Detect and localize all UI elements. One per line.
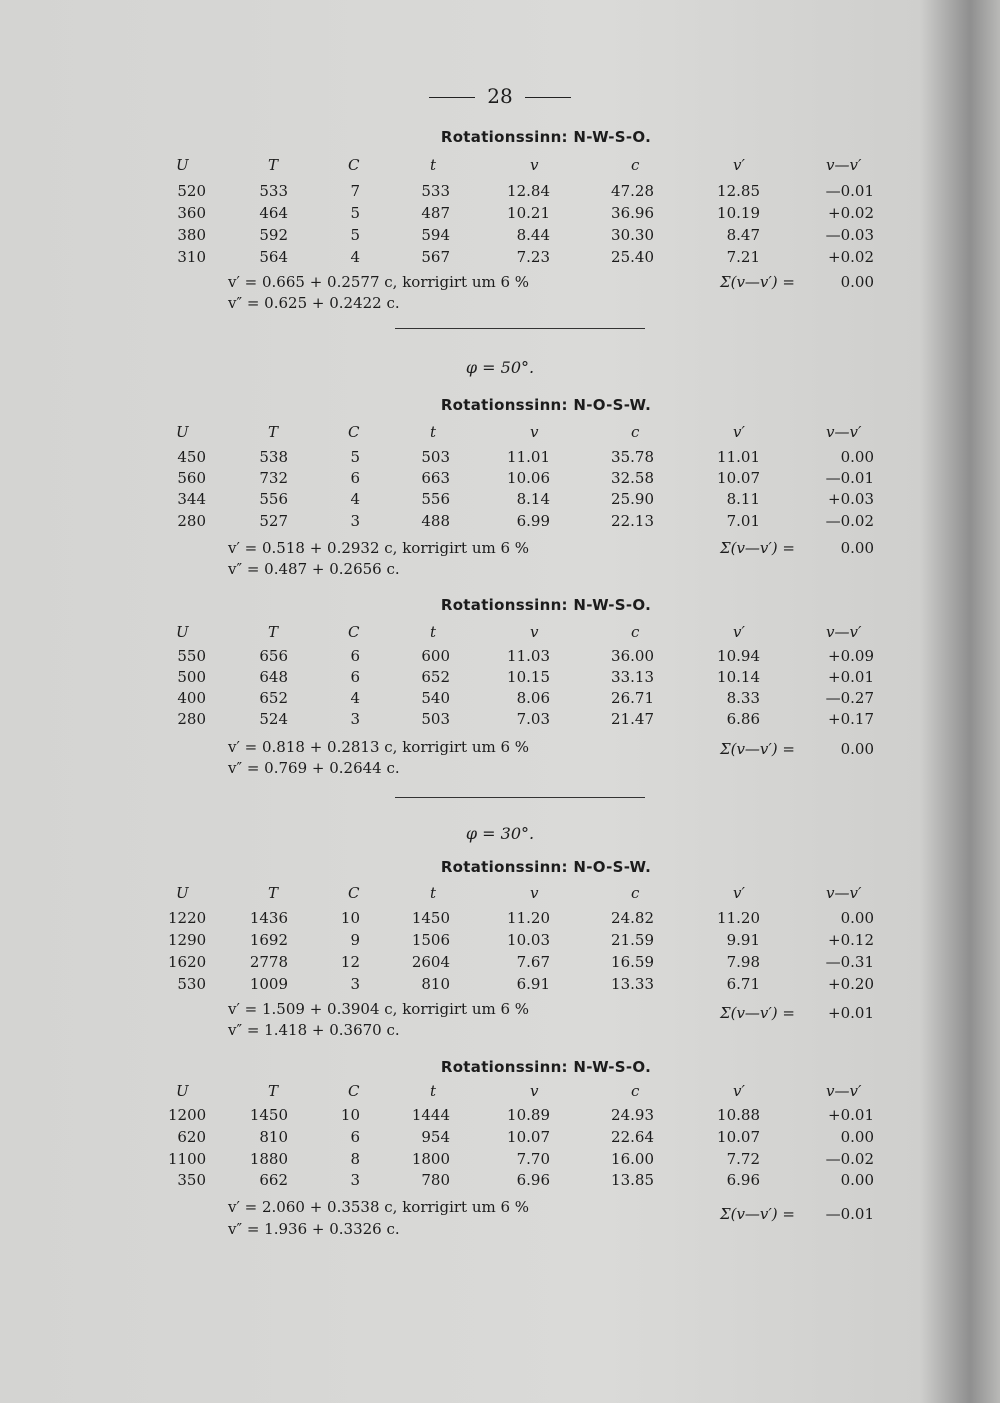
table-header: U T C t v c v′ v—v′ — [176, 884, 862, 902]
formula-corrected: v′ = 0.665 + 0.2577 c, korrigirt um 6 % — [228, 273, 530, 291]
dash-left — [429, 97, 475, 98]
residual-sum: Σ(v—v′) = —0.01 — [720, 1205, 874, 1223]
latitude-heading: φ = 50°. — [465, 358, 535, 377]
table-row: 310 564 4 567 7.23 25.40 7.21 +0.02 — [177, 248, 874, 266]
table-row: 344 556 4 556 8.14 25.90 8.11 +0.03 — [177, 490, 874, 508]
table-row: 380 592 5 594 8.44 30.30 8.47 —0.03 — [177, 226, 874, 244]
residual-sum: Σ(v—v′) = +0.01 — [720, 1004, 874, 1022]
table-row: 360 464 5 487 10.21 36.96 10.19 +0.02 — [177, 204, 874, 222]
table-row: 450 538 5 503 11.01 35.78 11.01 0.00 — [177, 448, 874, 466]
table-row: 280 524 3 503 7.03 21.47 6.86 +0.17 — [177, 710, 874, 728]
table-row: 550 656 6 600 11.03 36.00 10.94 +0.09 — [177, 647, 874, 665]
table-header: U T C t v c v′ v—v′ — [176, 156, 862, 174]
rotation-title: Rotationssinn: N-O-S-W. — [440, 396, 652, 414]
table-row: 620 810 6 954 10.07 22.64 10.07 0.00 — [177, 1128, 874, 1146]
table-row: 1220 1436 10 1450 11.20 24.82 11.20 0.00 — [168, 909, 874, 927]
residual-sum: Σ(v—v′) = 0.00 — [720, 273, 874, 291]
formula-corrected: v′ = 0.518 + 0.2932 c, korrigirt um 6 % — [228, 539, 530, 557]
table-header: U T C t v c v′ v—v′ — [176, 1082, 862, 1100]
section-divider — [395, 328, 645, 329]
formula-corrected: v′ = 1.509 + 0.3904 c, korrigirt um 6 % — [228, 1000, 530, 1018]
page-number: 28 — [0, 84, 1000, 108]
rotation-title: Rotationssinn: N-W-S-O. — [440, 128, 652, 146]
table-header: U T C t v c v′ v—v′ — [176, 423, 862, 441]
formula-corrected: v′ = 2.060 + 0.3538 c, korrigirt um 6 % — [228, 1198, 530, 1216]
formula-final: v″ = 0.487 + 0.2656 c. — [228, 560, 400, 578]
table-row: 280 527 3 488 6.99 22.13 7.01 —0.02 — [177, 512, 874, 530]
table-row: 400 652 4 540 8.06 26.71 8.33 —0.27 — [177, 689, 874, 707]
table-row: 1290 1692 9 1506 10.03 21.59 9.91 +0.12 — [168, 931, 874, 949]
rotation-title: Rotationssinn: N-W-S-O. — [440, 596, 652, 614]
table-row: 350 662 3 780 6.96 13.85 6.96 0.00 — [177, 1171, 874, 1189]
table-row: 530 1009 3 810 6.91 13.33 6.71 +0.20 — [177, 975, 874, 993]
latitude-heading: φ = 30°. — [465, 824, 535, 843]
table-row: 520 533 7 533 12.84 47.28 12.85 —0.01 — [177, 182, 874, 200]
formula-final: v″ = 0.625 + 0.2422 c. — [228, 294, 400, 312]
rotation-title: Rotationssinn: N-W-S-O. — [440, 1058, 652, 1076]
dash-right — [525, 97, 571, 98]
table-row: 1100 1880 8 1800 7.70 16.00 7.72 —0.02 — [168, 1150, 874, 1168]
table-row: 1620 2778 12 2604 7.67 16.59 7.98 —0.31 — [168, 953, 874, 971]
formula-corrected: v′ = 0.818 + 0.2813 c, korrigirt um 6 % — [228, 738, 530, 756]
formula-final: v″ = 0.769 + 0.2644 c. — [228, 759, 400, 777]
table-row: 560 732 6 663 10.06 32.58 10.07 —0.01 — [177, 469, 874, 487]
residual-sum: Σ(v—v′) = 0.00 — [720, 740, 874, 758]
section-divider — [395, 797, 645, 798]
table-row: 500 648 6 652 10.15 33.13 10.14 +0.01 — [177, 668, 874, 686]
residual-sum: Σ(v—v′) = 0.00 — [720, 539, 874, 557]
table-row: 1200 1450 10 1444 10.89 24.93 10.88 +0.01 — [168, 1106, 874, 1124]
rotation-title: Rotationssinn: N-O-S-W. — [440, 858, 652, 876]
formula-final: v″ = 1.936 + 0.3326 c. — [228, 1220, 400, 1238]
table-header: U T C t v c v′ v—v′ — [176, 623, 862, 641]
formula-final: v″ = 1.418 + 0.3670 c. — [228, 1021, 400, 1039]
